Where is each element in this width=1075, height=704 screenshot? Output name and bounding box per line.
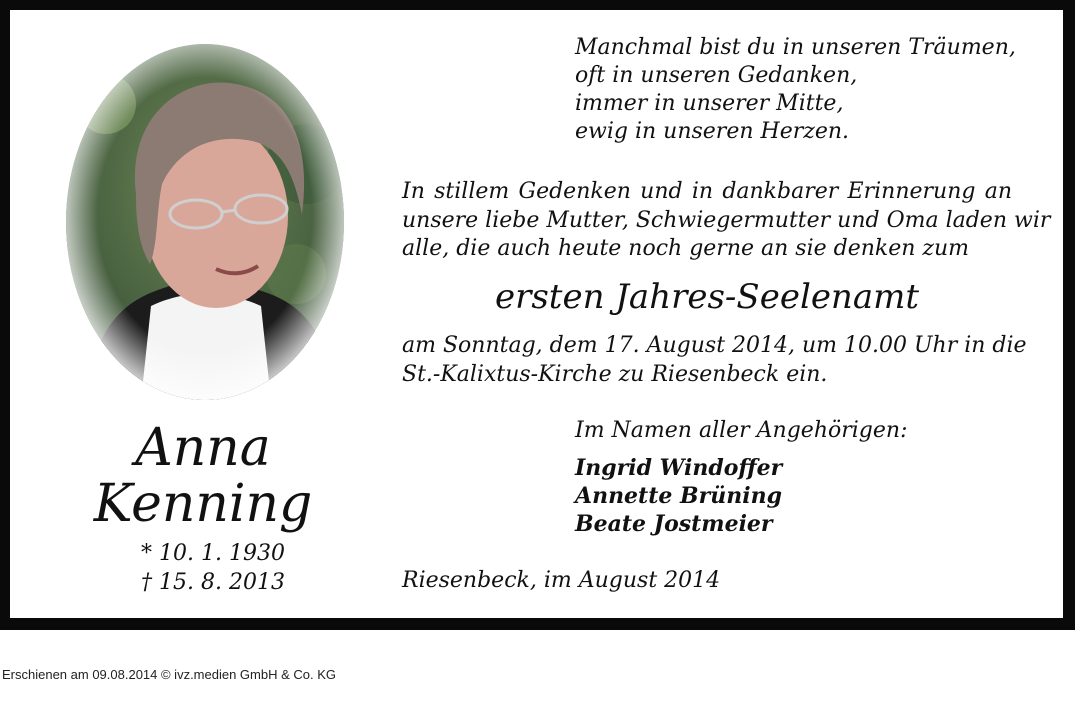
- invitation-text: [402, 178, 1051, 264]
- signer-name: Ingrid Windoffer: [575, 455, 783, 481]
- portrait-illustration: [66, 44, 344, 400]
- signer-name: Annette Brüning: [575, 483, 782, 509]
- details-line: St.-Kalixtus-Kirche zu Riesenbeck ein.: [402, 361, 828, 387]
- invitation-line: alle, die auch heute noch gerne an sie denken zum: [402, 236, 970, 261]
- closing-phrase: Im Namen aller Angehörigen:: [575, 418, 908, 443]
- place-and-date: Riesenbeck, im August 2014: [402, 568, 721, 593]
- invitation-line: In stillem Gedenken und in dankbarer Erinnerung an: [402, 179, 1012, 204]
- deceased-last-name: Kenning: [93, 474, 313, 534]
- event-details: [402, 332, 1027, 389]
- invitation-line: unsere liebe Mutter, Schwiegermutter und Oma laden wir: [402, 207, 1051, 233]
- publication-footer: Erschienen am 09.08.2014 © ivz.medien GmbH & Co. KG: [2, 667, 337, 682]
- poem-line: oft in unseren Gedanken,: [575, 63, 858, 88]
- portrait-photo: [66, 44, 344, 400]
- details-line: am Sonntag, dem 17. August 2014, um 10.00 Uhr in die: [402, 333, 1027, 358]
- death-date: † 15. 8. 2013: [141, 570, 285, 595]
- poem-line: immer in unserer Mitte,: [575, 91, 844, 116]
- memorial-poem: [575, 34, 1016, 146]
- deceased-first-name: Anna: [135, 418, 271, 478]
- poem-line: Manchmal bist du in unseren Träumen,: [575, 35, 1016, 60]
- signer-name: Beate Jostmeier: [575, 511, 773, 537]
- birth-date: * 10. 1. 1930: [141, 541, 285, 566]
- event-title: ersten Jahres-Seelenamt: [494, 277, 920, 317]
- poem-line: ewig in unseren Herzen.: [575, 119, 850, 144]
